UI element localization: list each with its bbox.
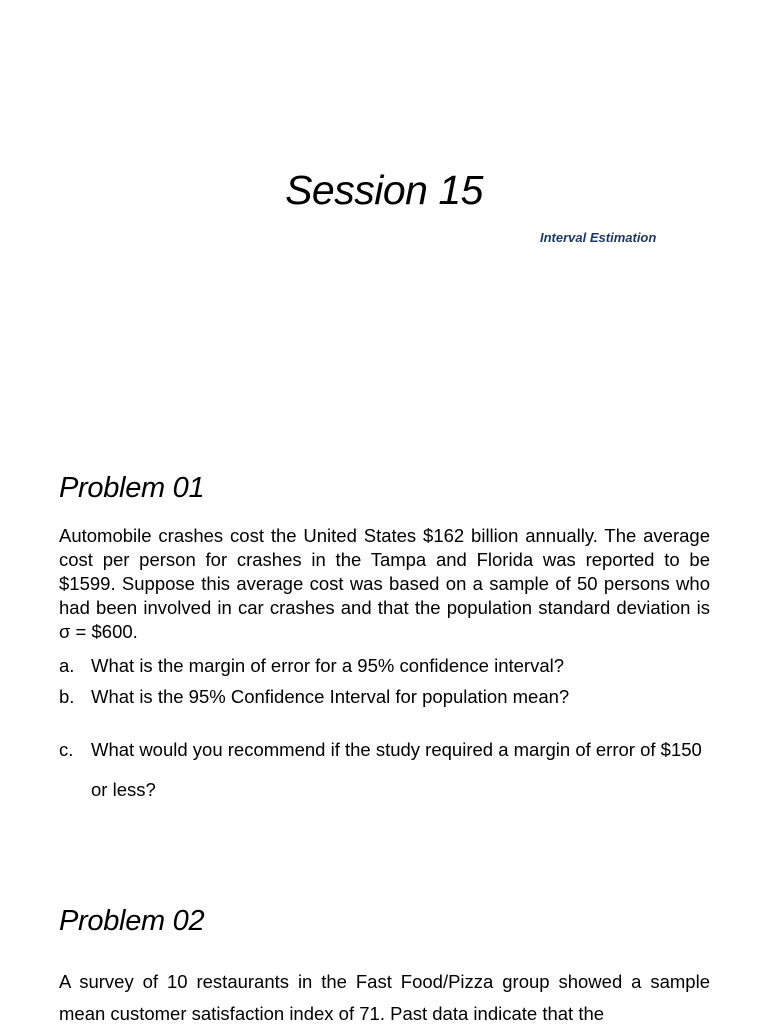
question-letter: c.: [59, 739, 74, 760]
question-text: What would you recommend if the study required a margin of error of $150 or less?: [91, 739, 702, 800]
problem-01-heading: Problem 01: [59, 472, 205, 504]
question-b: [59, 685, 710, 709]
title-slide: [0, 0, 768, 440]
question-a: [59, 654, 710, 678]
question-letter: b.: [59, 686, 75, 707]
problem-02-text: A survey of 10 restaurants in the Fast Food/Pizza group showed a sample mean customer satisfaction index of 71. Past data indicate that the: [59, 971, 710, 1024]
question-text: What is the 95% Confidence Interval for population mean?: [91, 686, 570, 707]
problem-02-slide: [0, 870, 768, 1024]
session-subtitle: Interval Estimation: [540, 230, 657, 245]
question-text: What is the margin of error for a 95% confidence interval?: [91, 655, 565, 676]
session-title: Session 15: [285, 167, 483, 213]
problem-02-heading: Problem 02: [59, 905, 205, 937]
problem-01-slide: [0, 440, 768, 870]
question-c: [59, 730, 710, 810]
problem-01-text: Automobile crashes cost the United States $162 billion annually. The average cost per person for crashes in the Tampa and Florida was reported to be $1599. Suppose this average cost was based on a sample of 50 persons who had been involved in car crashes and that the population standard deviation is σ = $600.: [59, 525, 710, 642]
question-letter: a.: [59, 655, 75, 676]
